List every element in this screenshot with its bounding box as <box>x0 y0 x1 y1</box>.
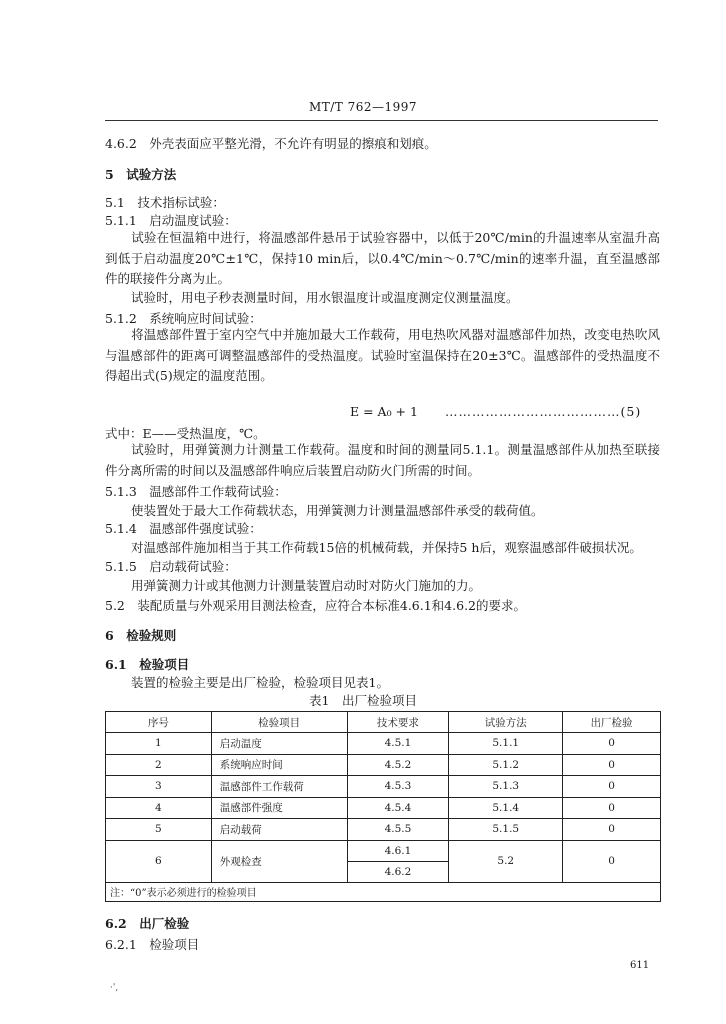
table-cell: 0 <box>563 776 661 798</box>
table-cell: 0 <box>563 840 661 882</box>
table-cell: 5.1.5 <box>449 819 563 841</box>
paragraph-5-1-2-b-text: 试验时，用弹簧测力计测量工作载荷。温度和时间的测量同5.1.1。测量温感部件从加热至联接件分离所需的时间以及温感部件响应后装置启动防火门所需的时间。 <box>105 442 660 478</box>
paragraph-5-1-2-b <box>105 440 660 481</box>
table-header-cell: 出厂检验 <box>563 712 661 733</box>
table-header-cell: 技术要求 <box>347 712 449 733</box>
table-cell: 4 <box>106 797 212 819</box>
clause-4-6-2: 4.6.2 外壳表面应平整光滑，不允许有明显的擦痕和划痕。 <box>105 136 437 151</box>
table-cell: 0 <box>563 733 661 755</box>
paragraph-5-1-3: 使装置处于最大工作荷载状态，用弹簧测力计测量温感部件承受的载荷值。 <box>131 503 544 518</box>
table-note-row <box>106 882 661 901</box>
heading-6: 6 检验规则 <box>105 628 177 643</box>
table-row <box>106 797 661 819</box>
paragraph-5-1-2-a <box>105 325 660 387</box>
table-cell: 2 <box>106 754 212 776</box>
formula-where: 式中：E——受热温度，℃。 <box>105 426 266 441</box>
table-row <box>106 776 661 798</box>
clause-6-2: 6.2 出厂检验 <box>105 916 190 931</box>
table-cell: 0 <box>563 754 661 776</box>
clause-5-1: 5.1 技术指标试验： <box>105 195 225 210</box>
table-cell: 4.6.2 <box>347 861 449 882</box>
table-cell: 3 <box>106 776 212 798</box>
table-row <box>106 840 661 861</box>
clause-5-2: 5.2 装配质量与外观采用目测法检查，应符合本标准4.6.1和4.6.2的要求。 <box>105 598 526 613</box>
table-cell: 5.1.4 <box>449 797 563 819</box>
table-cell: 0 <box>563 819 661 841</box>
table-cell: 系统响应时间 <box>211 754 347 776</box>
table-cell: 4.5.4 <box>347 797 449 819</box>
table-cell: 外观检查 <box>211 840 347 882</box>
scan-specks: ·', <box>110 983 119 993</box>
table-cell: 5.2 <box>449 840 563 882</box>
table-cell: 4.5.2 <box>347 754 449 776</box>
table-cell: 4.5.5 <box>347 819 449 841</box>
paragraph-5-1-5: 用弹簧测力计或其他测力计测量装置启动时对防火门施加的力。 <box>131 578 482 593</box>
table-cell: 温感部件工作载荷 <box>211 776 347 798</box>
table-cell: 5.1.3 <box>449 776 563 798</box>
paragraph-5-1-1-a <box>105 228 660 290</box>
paragraph-5-1-1-b <box>105 288 660 309</box>
table-cell: 4.5.1 <box>347 733 449 755</box>
clause-5-1-2: 5.1.2 系统响应时间试验： <box>105 311 262 326</box>
table-cell: 5.1.1 <box>449 733 563 755</box>
table-cell: 温感部件强度 <box>211 797 347 819</box>
table-cell: 启动载荷 <box>211 819 347 841</box>
heading-5: 5 试验方法 <box>105 167 177 182</box>
table-row <box>106 754 661 776</box>
table-cell: 0 <box>563 797 661 819</box>
table-row <box>106 819 661 841</box>
table-header-cell: 序号 <box>106 712 212 733</box>
inspection-table <box>105 711 661 902</box>
table-cell: 6 <box>106 840 212 882</box>
table-header-cell: 试验方法 <box>449 712 563 733</box>
paragraph-5-1-1-b-text: 试验时，用电子秒表测量时间，用水银温度计或温度测定仪测量温度。 <box>131 290 519 305</box>
paragraph-5-1-4: 对温感部件施加相当于其工作荷载15倍的机械荷载，并保持5 h后，观察温感部件破损状况。 <box>131 540 642 555</box>
table-cell: 5 <box>106 819 212 841</box>
clause-6-1: 6.1 检验项目 <box>105 657 190 672</box>
paragraph-6-1: 装置的检验主要是出厂检验，检验项目见表1。 <box>131 675 389 690</box>
clause-5-1-1: 5.1.1 启动温度试验： <box>105 213 237 228</box>
table-header-row <box>106 712 661 733</box>
clause-6-2-1: 6.2.1 检验项目 <box>105 937 200 952</box>
standard-header: MT/T 762—1997 <box>308 100 418 114</box>
table-header-cell: 检验项目 <box>211 712 347 733</box>
formula-number: …………………………………(5) <box>445 404 642 419</box>
header-rule <box>105 120 658 121</box>
table-cell: 启动温度 <box>211 733 347 755</box>
table-cell: 5.1.2 <box>449 754 563 776</box>
clause-5-1-3: 5.1.3 温感部件工作载荷试验： <box>105 484 287 499</box>
table-cell: 1 <box>106 733 212 755</box>
paragraph-5-1-1-a-text: 试验在恒温箱中进行，将温感部件悬吊于试验容器中，以低于20℃/min的升温速率从室温升高到低于启动温度20℃±1℃，保持10 min后，以0.4℃/min～0.7℃/min的速率升温，直至温感部件的联接件分离为止。 <box>105 230 660 286</box>
formula: E = A₀ + 1 <box>350 404 418 419</box>
page-number: 611 <box>630 960 650 971</box>
table-cell: 4.5.3 <box>347 776 449 798</box>
table-note: 注：“0”表示必须进行的检验项目 <box>106 882 661 901</box>
table-row <box>106 733 661 755</box>
clause-5-1-5: 5.1.5 启动载荷试验： <box>105 559 237 574</box>
paragraph-5-1-2-a-text: 将温感部件置于室内空气中并施加最大工作载荷，用电热吹风器对温感部件加热，改变电热吹风与温感部件的距离可调整温感部件的受热温度。试验时室温保持在20±3℃。温感部件的受热温度不得超出式(5)规定的温度范围。 <box>105 327 660 383</box>
table-title: 表1 出厂检验项目 <box>309 693 417 708</box>
table-cell: 4.6.1 <box>347 840 449 861</box>
clause-5-1-4: 5.1.4 温感部件强度试验： <box>105 521 262 536</box>
